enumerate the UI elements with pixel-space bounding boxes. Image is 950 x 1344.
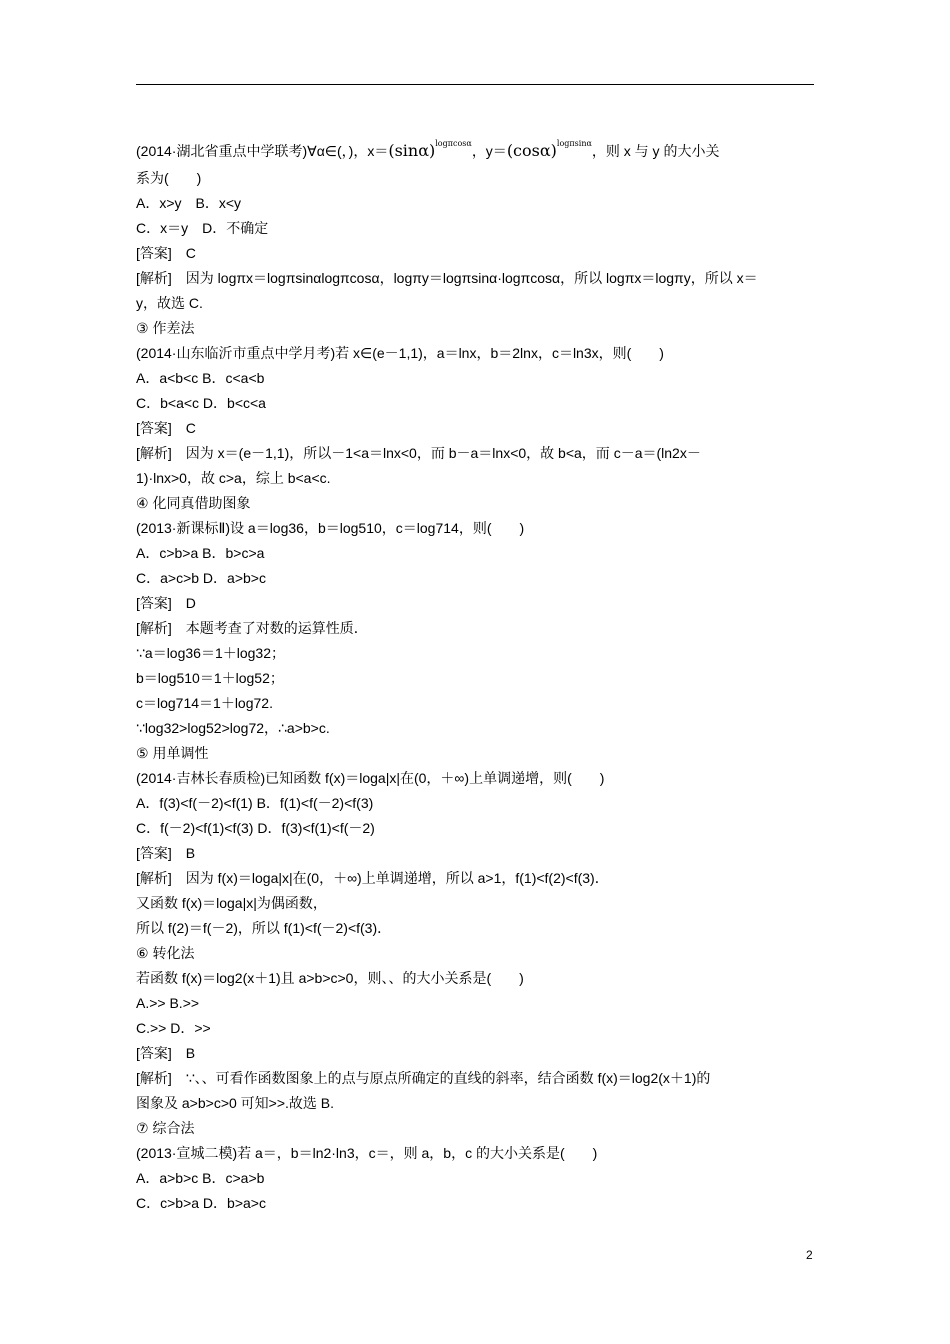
y-expression: $(\cos\alpha)^{log\pi sin\alpha}$ — [506, 139, 592, 160]
m5-analysis: [解析] 因为 f(x)＝loga|x|在(0，＋∞)上单调递增，所以 a>1，f(1)<f(2)<f(3)． — [136, 870, 609, 886]
m3-options-cd: C．b<a<c D．b<c<a — [136, 395, 266, 411]
m3-answer: [答案] C — [136, 420, 196, 436]
m4-options-ab: A．c>b>a B．b>c>a — [136, 545, 265, 561]
q1-options-ab: A．x>y B．x<y — [136, 195, 242, 211]
q1-stem: (2014·湖北省重点中学联考)∀α∈(，)，$x=(\sin\alpha)^{log\pi cos\alpha}$，$y=(\cos\alpha)^{log\pi sin\alpha}$，则 x 与 y 的大小关 — [136, 139, 720, 160]
m6-question: 若函数 f(x)＝log2(x＋1)且 a>b>c>0，则、、的大小关系是( ) — [136, 970, 524, 986]
m6-answer: [答案] B — [136, 1045, 196, 1061]
m5-question: (2014·吉林长春质检)已知函数 f(x)＝loga|x|在(0，＋∞)上单调递增，则( ) — [136, 770, 605, 786]
m7-options-ab: A．a>b>c B．c>a>b — [136, 1170, 265, 1186]
method-6-title: ⑥ 转化法 — [136, 945, 195, 961]
m4-analysis-conclusion: ∵log32>log52>log72，∴a>b>c. — [136, 720, 330, 736]
m5-analysis-cont: 又函数 f(x)＝loga|x|为偶函数， — [136, 895, 327, 911]
m4-analysis-c: c＝log714＝1＋log72. — [136, 695, 273, 711]
q1-stem-cont: 系为( ) — [136, 170, 202, 186]
m4-options-cd: C．a>c>b D．a>b>c — [136, 570, 266, 586]
m6-analysis-cont: 图象及 a>b>c>0 可知>>.故选 B. — [136, 1095, 335, 1111]
m6-options-cd: C.>> D．>> — [136, 1020, 211, 1036]
q1-analysis-cont: y，故选 C. — [136, 295, 203, 311]
page-number: 2 — [806, 1248, 813, 1262]
q1-options-cd: C．x＝y D．不确定 — [136, 220, 269, 236]
m5-analysis-conclusion: 所以 f(2)＝f(－2)，所以 f(1)<f(－2)<f(3)． — [136, 920, 392, 936]
method-7-title: ⑦ 综合法 — [136, 1120, 195, 1136]
m4-analysis-b: b＝log510＝1＋log52； — [136, 670, 284, 686]
method-5-title: ⑤ 用单调性 — [136, 745, 209, 761]
m4-analysis-a: ∵a＝log36＝1＋log32； — [136, 645, 285, 661]
m5-options-ab: A．f(3)<f(－2)<f(1) B．f(1)<f(－2)<f(3) — [136, 795, 374, 811]
m3-analysis-cont: 1)·lnx>0，故 c>a，综上 b<a<c. — [136, 470, 331, 486]
method-3-title: ③ 作差法 — [136, 320, 195, 336]
m4-answer: [答案] D — [136, 595, 196, 611]
m4-analysis: [解析] 本题考查了对数的运算性质． — [136, 620, 368, 636]
m3-options-ab: A．a<b<c B．c<a<b — [136, 370, 265, 386]
header-rule — [136, 84, 814, 85]
m7-question: (2013·宣城二模)若 a＝，b＝ln2·ln3，c＝，则 a，b，c 的大小关系是( ) — [136, 1145, 598, 1161]
m6-options-ab: A.>> B.>> — [136, 995, 200, 1011]
m5-options-cd: C．f(－2)<f(1)<f(3) D．f(3)<f(1)<f(－2) — [136, 820, 375, 836]
x-expression: $(\sin\alpha)^{log\pi cos\alpha}$ — [388, 139, 472, 160]
m5-answer: [答案] B — [136, 845, 196, 861]
document-body — [136, 124, 816, 1216]
m7-options-cd: C．c>b>a D．b>a>c — [136, 1195, 266, 1211]
q1-answer: [答案] C — [136, 245, 196, 261]
method-4-title: ④ 化同真借助图象 — [136, 495, 251, 511]
m6-analysis: [解析] ∵、、可看作函数图象上的点与原点所确定的直线的斜率，结合函数 f(x)＝log2(x＋1)的 — [136, 1070, 711, 1086]
q1-analysis: [解析] 因为 logπx＝logπsinαlogπcosα，logπy＝logπsinα·logπcosα，所以 logπx＝logπy，所以 x＝ — [136, 270, 758, 286]
m4-question: (2013·新课标Ⅱ)设 a＝log36，b＝log510，c＝log714，则( ) — [136, 520, 525, 536]
m3-question: (2014·山东临沂市重点中学月考)若 x∈(e－1,1)，a＝lnx，b＝2lnx，c＝ln3x，则( ) — [136, 345, 664, 361]
m3-analysis: [解析] 因为 x＝(e－1,1)，所以－1<a＝lnx<0，而 b－a＝lnx<0，故 b<a，而 c－a＝(ln2x－ — [136, 445, 701, 461]
